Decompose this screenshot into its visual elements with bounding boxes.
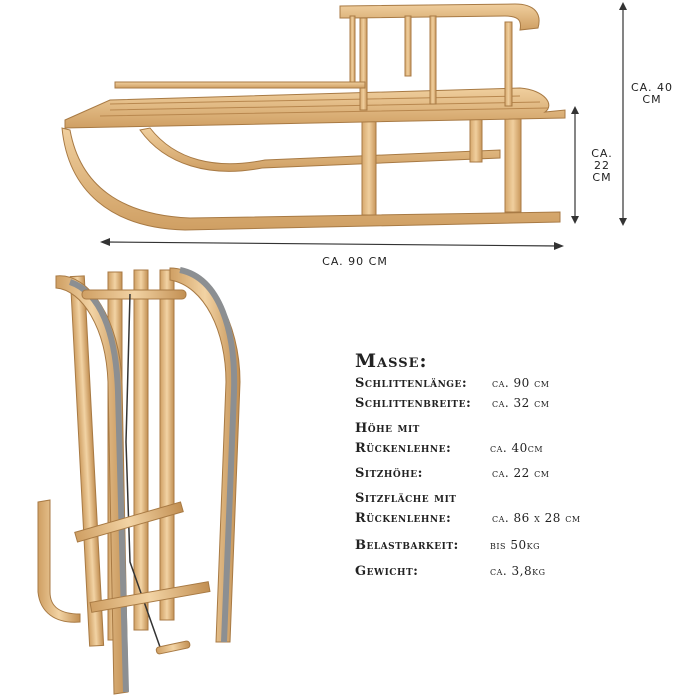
spec-label-weight: Gewicht: bbox=[355, 564, 419, 579]
folded-crossbar bbox=[82, 290, 186, 299]
sled-brace bbox=[140, 128, 500, 171]
sled-folded-view bbox=[30, 262, 260, 698]
sled-leg bbox=[362, 110, 376, 215]
spec-value-load: bis 50kg bbox=[490, 538, 540, 552]
spec-value-height: ca. 40cm bbox=[490, 441, 544, 455]
spec-label-width: Schlittenbreite: bbox=[355, 396, 472, 411]
spec-label-height-line1: Höhe mit bbox=[355, 421, 420, 436]
specs-title: Masse: bbox=[355, 350, 428, 372]
spec-label-seat-area-line1: Sitzfläche mit bbox=[355, 491, 457, 506]
backrest-spindle bbox=[405, 16, 411, 76]
spec-label-seat-area-line2: Rückenlehne: bbox=[355, 511, 452, 526]
sled-leg bbox=[505, 108, 521, 212]
backrest-spindle bbox=[430, 16, 436, 104]
spec-label-height-line2: Rückenlehne: bbox=[355, 441, 452, 456]
spec-label-seat-height: Sitzhöhe: bbox=[355, 466, 423, 481]
spec-value-width: ca. 32 cm bbox=[492, 396, 550, 410]
sled-runner bbox=[62, 128, 560, 230]
sled-seat bbox=[65, 88, 565, 128]
spec-value-seat-height: ca. 22 cm bbox=[492, 466, 550, 480]
folded-slat bbox=[134, 270, 148, 630]
backrest-spindle bbox=[505, 22, 512, 106]
spec-label-length: Schlittenlänge: bbox=[355, 376, 468, 391]
spec-label-load: Belastbarkeit: bbox=[355, 538, 459, 553]
label-seat-height: CA. 22 CM bbox=[591, 147, 613, 184]
folded-slat bbox=[160, 270, 174, 620]
label-height-total: CA. 40 CM bbox=[630, 81, 673, 106]
dimension-line-length bbox=[104, 242, 560, 246]
sled-side-view bbox=[0, 0, 700, 280]
backrest-spindle bbox=[360, 18, 367, 110]
spec-value-weight: ca. 3,8kg bbox=[490, 564, 546, 578]
spec-value-length: ca. 90 cm bbox=[492, 376, 550, 390]
label-length: CA. 90 CM bbox=[322, 255, 388, 268]
spec-value-seat-area: ca. 86 x 28 cm bbox=[492, 511, 581, 525]
